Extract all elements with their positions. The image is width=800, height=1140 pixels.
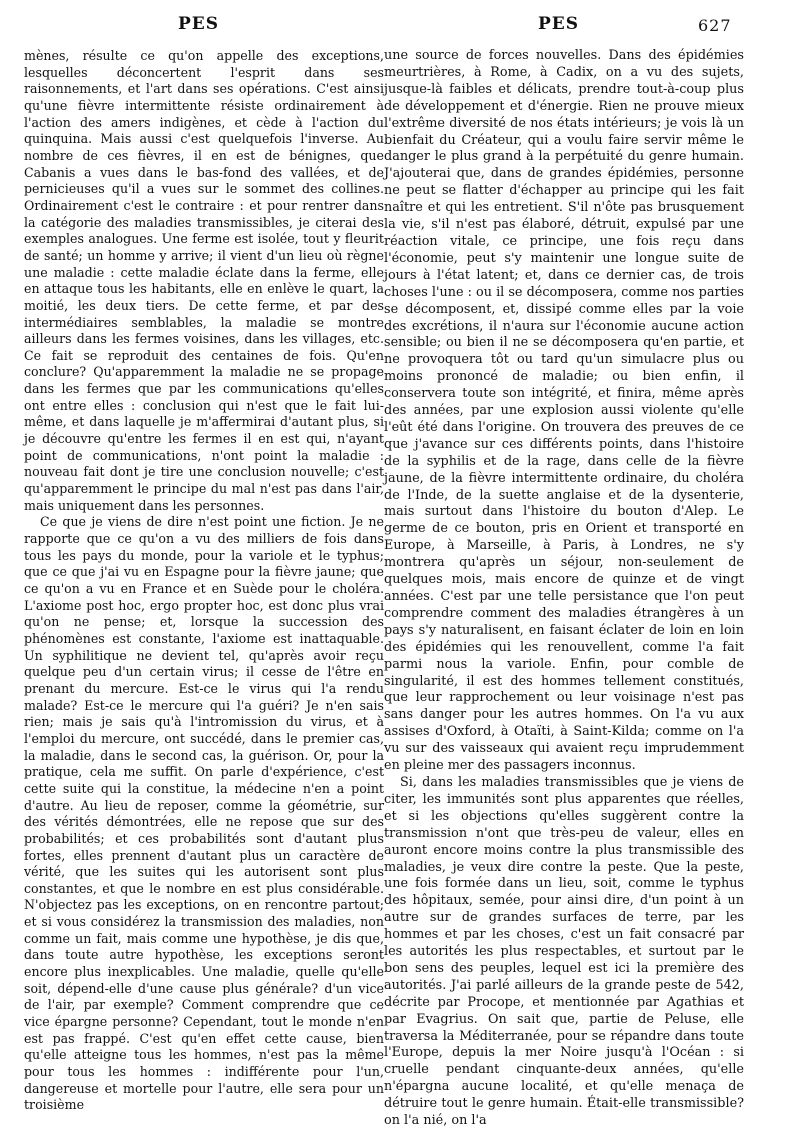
left-column [24,48,384,1114]
paragraph: Ce que je viens de dire n'est point une fiction. Je ne rapporte que ce qu'on a vu des milliers de fois dans tous les pays du monde, pour la variole et le typhus; que ce que j'ai vu en Espagne pour la fièvre jaune; que ce qu'on a vu en France et en Suède pour le choléra. L'axiome post hoc, ergo propter hoc, est donc plus vrai qu'on ne pense; et, lorsque la succession des phénomènes est constante, l'axiome est inattaquable. Un syphilitique ne devient tel, qu'après avoir reçu quelque peu d'un certain virus; il cesse de l'être en prenant du mercure. Est-ce le virus qui l'a rendu malade? Est-ce le mercure qui l'a guéri? Je n'en sais rien; mais je sais qu'à l'intromission du virus, et à l'emploi du mercure, ont succédé, dans le premier cas, la maladie, dans le second cas, la guérison. Or, pour la pratique, cela me suffit. On parle d'expérience, c'est cette suite qui la constitue, la médecine n'en a point d'autre. Au lieu de reposer, comme la géométrie, sur des vérités démontrées, elle ne repose que sur des probabilités; et ces probabilités sont d'autant plus fortes, elles prennent d'autant plus un caractère de vérité, que les suites qui les autorisent sont plus constantes, et que le nombre en est plus considérable. N'objectez pas les exceptions, on en rencontre partout; et si vous considérez la transmission des maladies, non comme un fait, mais comme une hypothèse, je dis que, dans toute autre hypothèse, les exceptions seront encore plus inexplicables. Une maladie, quelle qu'elle soit, dépend-elle d'une cause plus générale? d'un vice de l'air, par exemple? Comment comprendre que ce vice épargne personne? Cependant, tout le monde n'en est pas frappé. C'est qu'en effet cette cause, bien qu'elle atteigne tous les hommes, n'est pas la même pour tous les hommes : indifférente pour l'un, dangereuse et mortelle pour l'autre, elle sera pour un troisième [24,514,384,1113]
page-number: 627 [698,16,732,35]
paragraph: une source de forces nouvelles. Dans des épidémies meurtrières, à Rome, à Cadix, on a vu des sujets, jusque-là faibles et délicats, prendre tout-à-coup plus de développement et d'énergie. Rien ne prouve mieux l'extrême diversité de nos états intérieurs; je vois là un bienfait du Créateur, qui a voulu faire servir même le danger le plus grand à la perpétuité du genre humain. J'ajouterai que, dans de grandes épidémies, personne ne peut se flatter d'échapper au principe qui les fait naître et qui les entretient. S'il n'ôte pas brusquement la vie, s'il n'est pas élaboré, détruit, expulsé par une réaction vitale, ce principe, une fois reçu dans l'économie, peut s'y maintenir une longue suite de jours à l'état latent; et, dans ce dernier cas, de trois choses l'une : ou il se décomposera, comme nos parties se décomposent, et, dissipé comme elles par la voie des excrétions, il n'aura sur l'économie aucune action sensible; ou bien il ne se décomposera qu'en partie, et ne provoquera tôt ou tard qu'un simulacre plus ou moins prononcé de maladie; ou bien enfin, il conservera toute son intégrité, et finira, même après des années, par une explosion aussi violente qu'elle l'eût été dans l'origine. On trouvera des preuves de ce que j'avance sur ces différents points, dans l'histoire de la syphilis et de la rage, dans celle de la fièvre jaune, de la fièvre intermittente ordinaire, du choléra de l'Inde, de la suette anglaise et de la dysenterie, mais surtout dans l'histoire du bouton d'Alep. Le germe de ce bouton, pris en Orient et transporté en Europe, à Marseille, à Paris, à Londres, ne s'y montrera qu'après un séjour, non-seulement de quelques mois, mais encore de quinze et de vingt années. C'est par une telle persistance que l'on peut comprendre comment des maladies étrangères à un pays s'y naturalisent, en faisant éclater de loin en loin des épidémies qui les renouvellent, comme l'a fait parmi nous la variole. Enfin, pour comble de singularité, il est des hommes tellement constitués, que leur rapprochement ou leur voisinage n'est pas sans danger pour les autres hommes. On l'a vu aux assises d'Oxford, à Otaïti, à Saint-Kilda; comme on l'a vu sur des vaisseaux qui avaient reçu imprudemment en pleine mer des passagers inconnus. [384,48,744,774]
running-title-left: PES [178,14,220,34]
right-column [384,48,744,1130]
paragraph: mènes, résulte ce qu'on appelle des exceptions, lesquelles déconcertent l'esprit dans ses raisonnements, et l'art dans ses opérations. C'est ainsi qu'une fièvre intermittente résiste ordinairement à l'action des amers indigènes, et cède à l'action du quinquina. Mais aussi c'est quelquefois l'inverse. Au nombre de ces fièvres, il en est de bénignes, que Cabanis a vues dans le bas-fond des vallées, et de pernicieuses qu'il a vues sur le sommet des collines. Ordinairement c'est le contraire : et pour rentrer dans la catégorie des maladies transmissibles, je citerai des exemples analogues. Une ferme est isolée, tout y fleurit de santé; un homme y arrive; il vient d'un lieu où règne une maladie : cette maladie éclate dans la ferme, elle en attaque tous les habitants, elle en enlève le quart, la moitié, les deux tiers. De cette ferme, et par des intermédiaires semblables, la maladie se montre ailleurs dans les fermes voisines, dans les villages, etc. Ce fait se reproduit des centaines de fois. Qu'en conclure? Qu'apparemment la maladie ne se propage dans les fermes que par les communications qu'elles ont entre elles : conclusion qui n'est que le fait lui-même, et dans laquelle je m'affermirai d'autant plus, si je découvre qu'entre les fermes il en est qui, n'ayant point de communications, n'ont point la maladie : nouveau fait dont je tire une conclusion nouvelle; c'est qu'apparemment le principe du mal n'est pas dans l'air, mais uniquement dans les personnes. [24,48,384,513]
running-title-right: PES [538,14,580,34]
paragraph: Si, dans les maladies transmissibles que je viens de citer, les immunités sont plus apparentes que réelles, et si les objections qu'elles suggèrent contre la transmission n'ont que très-peu de valeur, elles en auront encore moins contre la plus transmissible des maladies, je veux dire contre la peste. Que la peste, une fois formée dans un lieu, soit, comme le typhus des hôpitaux, semée, pour ainsi dire, d'un point à un autre sur de grandes surfaces de terre, par les hommes et par les choses, c'est un fait consacré par les autorités les plus respectables, et surtout par le bon sens des peuples, lequel est ici la première des autorités. J'ai parlé ailleurs de la grande peste de 542, décrite par Procope, et mentionnée par Agathias et par Evagrius. On sait que, partie de Peluse, elle traversa la Méditerranée, pour se répandre dans toute l'Europe, depuis la mer Noire jusqu'à l'Océan : si cruelle pendant cinquante-deux années, qu'elle n'épargna aucune localité, et qu'elle menaça de détruire tout le genre humain. Était-elle transmissible? on l'a nié, on l'a [384,774,744,1129]
running-header [0,6,800,42]
